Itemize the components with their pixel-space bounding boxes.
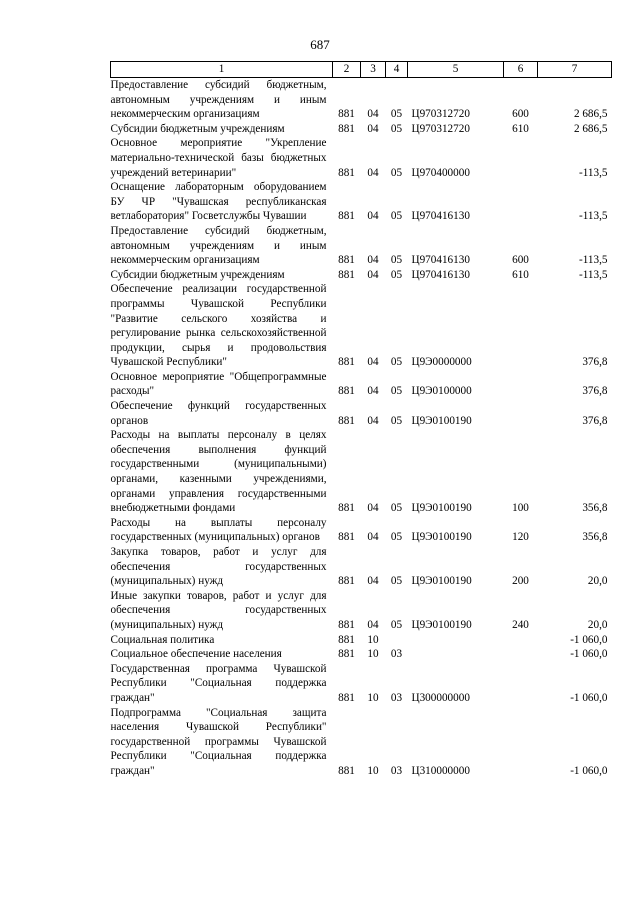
table-row [111, 282, 612, 370]
cell-target-article: Ц9Э0100190 [411, 618, 472, 631]
cell-section: 04 [367, 108, 379, 121]
table-row [111, 428, 612, 516]
cell-target-article: Ц970400000 [411, 166, 470, 179]
table-row [111, 78, 612, 122]
cell-ministry: 881 [338, 633, 355, 646]
cell-subsection: 05 [390, 385, 403, 398]
row-name: Социальное обеспечение населения [110, 648, 282, 661]
cell-amount: 356,8 [582, 502, 608, 515]
cell-section: 04 [367, 166, 379, 179]
cell-amount: 2 686,5 [573, 122, 608, 135]
budget-table [110, 61, 612, 779]
cell-ministry: 881 [338, 356, 355, 369]
cell-section: 04 [367, 575, 379, 588]
cell-target-article: Ц9Э0100000 [411, 385, 472, 398]
cell-subsection: 05 [390, 268, 403, 281]
cell-subsection: 05 [390, 502, 403, 515]
cell-section: 10 [367, 633, 379, 646]
cell-target-article: Ц9Э0100190 [411, 414, 472, 427]
cell-expense-type: 100 [512, 502, 529, 515]
cell-target-article: Ц310000000 [411, 764, 470, 777]
table-row [111, 224, 612, 268]
cell-target-article: Ц970416130 [411, 254, 470, 267]
cell-ministry: 881 [338, 268, 355, 281]
row-name: Субсидии бюджетным учреждениям [110, 122, 285, 135]
cell-expense-type: 610 [512, 268, 529, 281]
cell-ministry: 881 [338, 648, 355, 661]
cell-subsection: 05 [390, 618, 403, 631]
cell-expense-type [504, 633, 538, 648]
row-name: Субсидии бюджетным учреждениям [110, 268, 285, 281]
cell-section: 10 [367, 764, 379, 777]
cell-subsection: 05 [390, 122, 403, 135]
cell-section: 04 [367, 356, 379, 369]
cell-section: 04 [367, 210, 379, 223]
cell-expense-type: 610 [512, 122, 529, 135]
cell-amount: 376,8 [582, 385, 608, 398]
row-name: Оснащение лабораторным оборудованием БУ ЧР "Чувашская республиканская ветлаборатория" Госветслужбы Чувашии [110, 181, 327, 223]
cell-target-article [408, 647, 504, 662]
cell-expense-type [504, 706, 538, 779]
table-row [111, 180, 612, 224]
cell-target-article: Ц970312720 [411, 108, 470, 121]
cell-expense-type [504, 180, 538, 224]
table-row [111, 662, 612, 706]
cell-subsection: 03 [390, 691, 403, 704]
cell-amount: -113,5 [579, 210, 608, 223]
row-name: Государственная программа Чувашской Республики "Социальная поддержка граждан" [110, 662, 327, 704]
cell-amount: -1 060,0 [570, 633, 608, 646]
cell-ministry: 881 [338, 575, 355, 588]
table-row [111, 268, 612, 283]
cell-target-article: Ц970416130 [411, 210, 470, 223]
cell-expense-type [504, 662, 538, 706]
column-header-5: 5 [408, 62, 504, 78]
column-header-1: 1 [111, 62, 333, 78]
table-row [111, 399, 612, 428]
cell-amount: 356,8 [582, 531, 608, 544]
table-row [111, 633, 612, 648]
cell-section: 04 [367, 531, 379, 544]
cell-subsection: 05 [390, 575, 403, 588]
cell-subsection [386, 633, 408, 648]
cell-ministry: 881 [338, 502, 355, 515]
cell-amount: 376,8 [582, 356, 608, 369]
cell-ministry: 881 [338, 764, 355, 777]
cell-expense-type [504, 647, 538, 662]
cell-section: 04 [367, 254, 379, 267]
cell-ministry: 881 [338, 385, 355, 398]
cell-subsection: 05 [390, 210, 403, 223]
row-name: Расходы на выплаты персоналу государственных (муниципальных) органов [110, 516, 327, 544]
row-name: Предоставление субсидий бюджетным, автономным учреждениям и иным некоммерческим организациям [110, 79, 327, 121]
row-name: Социальная политика [110, 633, 215, 646]
cell-amount: 376,8 [582, 414, 608, 427]
row-name: Расходы на выплаты персоналу в целях обеспечения выполнения функций государственными (муниципальными) органами, казенными учреждениями, органами управления государственными внебюджетными фондами [110, 429, 327, 515]
row-name: Основное мероприятие "Укрепление материально-технической базы бюджетных учреждений ветеринарии" [110, 137, 327, 179]
cell-subsection: 05 [390, 531, 403, 544]
cell-target-article [408, 633, 504, 648]
row-name: Обеспечение реализации государственной программы Чувашской Республики "Развитие сельского хозяйства и регулирование рынка сельскохозяйственной продукции, сырья и продовольствия Чувашской Республики" [110, 283, 327, 369]
cell-expense-type: 600 [512, 254, 529, 267]
cell-subsection: 05 [390, 254, 403, 267]
row-name: Закупка товаров, работ и услуг для обеспечения государственных (муниципальных) нужд [110, 546, 327, 588]
cell-section: 04 [367, 414, 379, 427]
table-row [111, 545, 612, 589]
cell-ministry: 881 [338, 122, 355, 135]
cell-target-article: Ц9Э0000000 [411, 356, 472, 369]
cell-ministry: 881 [338, 531, 355, 544]
cell-ministry: 881 [338, 210, 355, 223]
table-row [111, 647, 612, 662]
cell-target-article: Ц9Э0100190 [411, 531, 472, 544]
cell-amount: -1 060,0 [570, 691, 608, 704]
cell-amount: -113,5 [579, 166, 608, 179]
table-row [111, 516, 612, 545]
cell-ministry: 881 [338, 414, 355, 427]
cell-subsection: 05 [390, 108, 403, 121]
row-name: Обеспечение функций государственных органов [110, 400, 327, 427]
cell-expense-type [504, 282, 538, 370]
row-name: Иные закупки товаров, работ и услуг для обеспечения государственных (муниципальных) нужд [110, 589, 327, 631]
cell-ministry: 881 [338, 618, 355, 631]
cell-section: 04 [367, 385, 379, 398]
cell-section: 10 [367, 648, 379, 661]
cell-expense-type: 200 [512, 575, 529, 588]
table-header [111, 62, 612, 78]
cell-amount: 20,0 [587, 618, 608, 631]
cell-subsection: 05 [390, 166, 403, 179]
cell-expense-type [504, 399, 538, 428]
cell-section: 04 [367, 502, 379, 515]
cell-section: 04 [367, 268, 379, 281]
cell-amount: -1 060,0 [570, 648, 608, 661]
cell-section: 04 [367, 122, 379, 135]
cell-target-article: Ц9Э0100190 [411, 575, 472, 588]
cell-ministry: 881 [338, 108, 355, 121]
column-header-3: 3 [361, 62, 386, 78]
cell-target-article: Ц970416130 [411, 268, 470, 281]
cell-amount: 20,0 [587, 575, 608, 588]
cell-ministry: 881 [338, 691, 355, 704]
page-number: 687 [310, 37, 330, 52]
column-header-4: 4 [386, 62, 408, 78]
cell-amount: -113,5 [579, 268, 608, 281]
cell-subsection: 05 [390, 414, 403, 427]
column-header-6: 6 [504, 62, 538, 78]
cell-section: 10 [367, 691, 379, 704]
cell-subsection: 03 [390, 648, 403, 661]
column-header-2: 2 [333, 62, 361, 78]
cell-target-article: Ц9Э0100190 [411, 502, 472, 515]
cell-amount: -1 060,0 [570, 764, 608, 777]
cell-subsection: 05 [390, 356, 403, 369]
table-row [111, 136, 612, 180]
cell-target-article: Ц300000000 [411, 691, 470, 704]
table-row [111, 589, 612, 633]
cell-expense-type: 120 [512, 531, 529, 544]
table-row [111, 122, 612, 137]
column-header-7: 7 [538, 62, 612, 78]
cell-amount: 2 686,5 [573, 108, 608, 121]
cell-section: 04 [367, 618, 379, 631]
row-name: Предоставление субсидий бюджетным, автономным учреждениям и иным некоммерческим организациям [110, 224, 327, 267]
cell-target-article: Ц970312720 [411, 122, 470, 135]
cell-ministry: 881 [338, 254, 355, 267]
cell-expense-type: 240 [512, 618, 529, 631]
cell-expense-type [504, 136, 538, 180]
cell-expense-type [504, 370, 538, 399]
row-name: Основное мероприятие "Общепрограммные расходы" [110, 370, 327, 398]
cell-amount: -113,5 [579, 254, 608, 267]
cell-ministry: 881 [338, 166, 355, 179]
table-row [111, 370, 612, 399]
table-row [111, 706, 612, 779]
row-name: Подпрограмма "Социальная защита населения Чувашской Республики" государственной программы Чувашской Республики "Социальная поддержка граждан" [110, 706, 327, 777]
cell-subsection: 03 [390, 764, 403, 777]
cell-expense-type: 600 [512, 108, 529, 121]
